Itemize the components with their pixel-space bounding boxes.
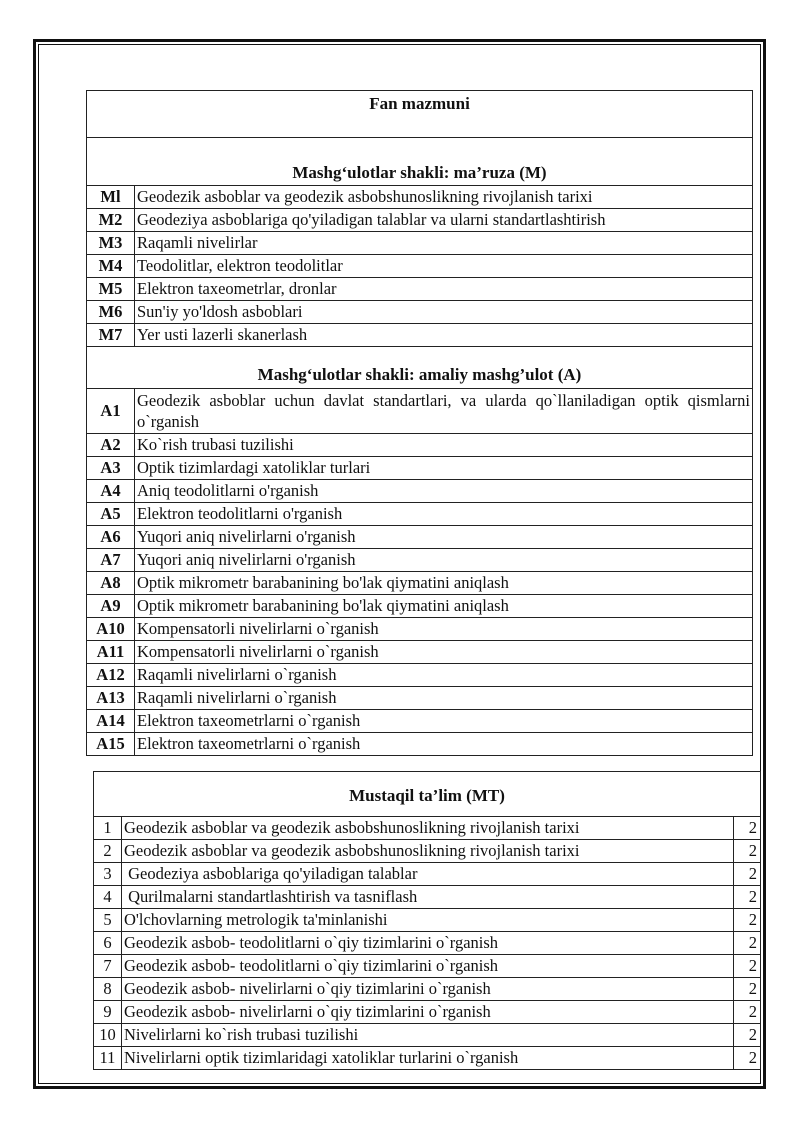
row-topic: Geodezik asboblar uchun davlat standartlari, va ularda qo`llaniladigan optik qismlarni o`rganish <box>135 389 753 434</box>
row-code: M2 <box>87 209 135 232</box>
row-code: A11 <box>87 641 135 664</box>
row-code: M3 <box>87 232 135 255</box>
table-row <box>94 909 761 932</box>
table-row <box>87 572 753 595</box>
table-row <box>87 255 753 278</box>
row-code: A12 <box>87 664 135 687</box>
table-row <box>87 389 753 434</box>
table-row <box>87 526 753 549</box>
row-topic: Geodeziya asboblariga qo'yiladigan talablar <box>122 863 734 886</box>
row-hours: 2 <box>734 1001 761 1024</box>
row-topic: Raqamli nivelirlar <box>135 232 753 255</box>
row-code: A9 <box>87 595 135 618</box>
table-row <box>94 840 761 863</box>
row-number: 11 <box>94 1047 122 1070</box>
row-topic: Geodezik asbob- teodolitlarni o`qiy tizimlarini o`rganish <box>122 932 734 955</box>
independent-study-header: Mustaqil ta’lim (MT) <box>94 772 761 817</box>
table-row <box>87 733 753 756</box>
row-code: M4 <box>87 255 135 278</box>
row-topic: Sun'iy yo'ldosh asboblari <box>135 301 753 324</box>
row-topic: Yer usti lazerli skanerlash <box>135 324 753 347</box>
row-topic: Raqamli nivelirlarni o`rganish <box>135 687 753 710</box>
row-number: 4 <box>94 886 122 909</box>
row-code: M5 <box>87 278 135 301</box>
row-topic: Kompensatorli nivelirlarni o`rganish <box>135 618 753 641</box>
row-hours: 2 <box>734 932 761 955</box>
row-code: A2 <box>87 434 135 457</box>
table-row <box>87 457 753 480</box>
row-number: 8 <box>94 978 122 1001</box>
practical-section-header: Mashg‘ulotlar shakli: amaliy mashg’ulot (A) <box>87 347 753 389</box>
row-topic: Elektron teodolitlarni o'rganish <box>135 503 753 526</box>
row-hours: 2 <box>734 909 761 932</box>
table-row <box>87 549 753 572</box>
row-number: 6 <box>94 932 122 955</box>
table-row <box>87 710 753 733</box>
row-code: M7 <box>87 324 135 347</box>
row-number: 2 <box>94 840 122 863</box>
row-topic: Geodezik asboblar va geodezik asbobshunoslikning rivojlanish tarixi <box>135 186 753 209</box>
row-topic: Optik mikrometr barabanining bo'lak qiymatini aniqlash <box>135 595 753 618</box>
row-number: 10 <box>94 1024 122 1047</box>
row-hours: 2 <box>734 955 761 978</box>
row-code: A7 <box>87 549 135 572</box>
row-topic: Optik tizimlardagi xatoliklar turlari <box>135 457 753 480</box>
row-topic: Nivelirlarni ko`rish trubasi tuzilishi <box>122 1024 734 1047</box>
row-topic: Geodezik asbob- nivelirlarni o`qiy tizimlarini o`rganish <box>122 1001 734 1024</box>
row-number: 1 <box>94 817 122 840</box>
row-hours: 2 <box>734 840 761 863</box>
table-row <box>87 209 753 232</box>
row-hours: 2 <box>734 863 761 886</box>
row-code: A4 <box>87 480 135 503</box>
row-topic: Ko`rish trubasi tuzilishi <box>135 434 753 457</box>
table-row <box>94 817 761 840</box>
row-topic: Elektron taxeometrlar, dronlar <box>135 278 753 301</box>
table-row <box>87 687 753 710</box>
table-row <box>87 324 753 347</box>
row-code: A6 <box>87 526 135 549</box>
row-topic: Geodeziya asboblariga qo'yiladigan talablar va ularni standartlashtirish <box>135 209 753 232</box>
row-topic: Optik mikrometr barabanining bo'lak qiymatini aniqlash <box>135 572 753 595</box>
row-topic: O'lchovlarning metrologik ta'minlanishi <box>122 909 734 932</box>
row-topic: Raqamli nivelirlarni o`rganish <box>135 664 753 687</box>
table-row <box>94 978 761 1001</box>
table-row <box>94 955 761 978</box>
row-code: A13 <box>87 687 135 710</box>
table-row <box>87 434 753 457</box>
row-topic: Qurilmalarni standartlashtirish va tasniflash <box>122 886 734 909</box>
row-topic: Nivelirlarni optik tizimlaridagi xatoliklar turlarini o`rganish <box>122 1047 734 1070</box>
content-title: Fan mazmuni <box>87 91 753 138</box>
table-row <box>87 664 753 687</box>
table-row <box>94 1047 761 1070</box>
row-topic: Yuqori aniq nivelirlarni o'rganish <box>135 526 753 549</box>
table-row <box>87 503 753 526</box>
row-topic: Geodezik asboblar va geodezik asbobshunoslikning rivojlanish tarixi <box>122 817 734 840</box>
row-topic: Teodolitlar, elektron teodolitlar <box>135 255 753 278</box>
row-code: Ml <box>87 186 135 209</box>
table-row <box>87 301 753 324</box>
table-row <box>94 863 761 886</box>
table-row <box>94 932 761 955</box>
lecture-section-header: Mashg‘ulotlar shakli: ma’ruza (M) <box>87 138 753 186</box>
table-row <box>87 641 753 664</box>
row-topic: Elektron taxeometrlarni o`rganish <box>135 710 753 733</box>
row-code: A3 <box>87 457 135 480</box>
table-row <box>87 232 753 255</box>
row-topic: Yuqori aniq nivelirlarni o'rganish <box>135 549 753 572</box>
row-hours: 2 <box>734 978 761 1001</box>
row-code: A1 <box>87 389 135 434</box>
row-topic: Geodezik asbob- nivelirlarni o`qiy tizimlarini o`rganish <box>122 978 734 1001</box>
row-code: M6 <box>87 301 135 324</box>
row-hours: 2 <box>734 886 761 909</box>
row-number: 9 <box>94 1001 122 1024</box>
row-code: A10 <box>87 618 135 641</box>
table-row <box>87 186 753 209</box>
table-row <box>87 278 753 301</box>
row-number: 3 <box>94 863 122 886</box>
row-hours: 2 <box>734 1047 761 1070</box>
table-row <box>87 618 753 641</box>
row-code: A5 <box>87 503 135 526</box>
table-row <box>94 1024 761 1047</box>
row-code: A15 <box>87 733 135 756</box>
table-row <box>87 595 753 618</box>
row-topic: Kompensatorli nivelirlarni o`rganish <box>135 641 753 664</box>
table-row <box>87 480 753 503</box>
row-code: A8 <box>87 572 135 595</box>
row-hours: 2 <box>734 817 761 840</box>
row-number: 5 <box>94 909 122 932</box>
row-topic: Geodezik asbob- teodolitlarni o`qiy tizimlarini o`rganish <box>122 955 734 978</box>
row-number: 7 <box>94 955 122 978</box>
table-row <box>94 1001 761 1024</box>
table-row <box>94 886 761 909</box>
row-topic: Elektron taxeometrlarni o`rganish <box>135 733 753 756</box>
row-hours: 2 <box>734 1024 761 1047</box>
independent-study-table <box>93 771 761 1070</box>
course-content-table <box>86 90 753 756</box>
row-topic: Aniq teodolitlarni o'rganish <box>135 480 753 503</box>
row-code: A14 <box>87 710 135 733</box>
row-topic: Geodezik asboblar va geodezik asbobshunoslikning rivojlanish tarixi <box>122 840 734 863</box>
